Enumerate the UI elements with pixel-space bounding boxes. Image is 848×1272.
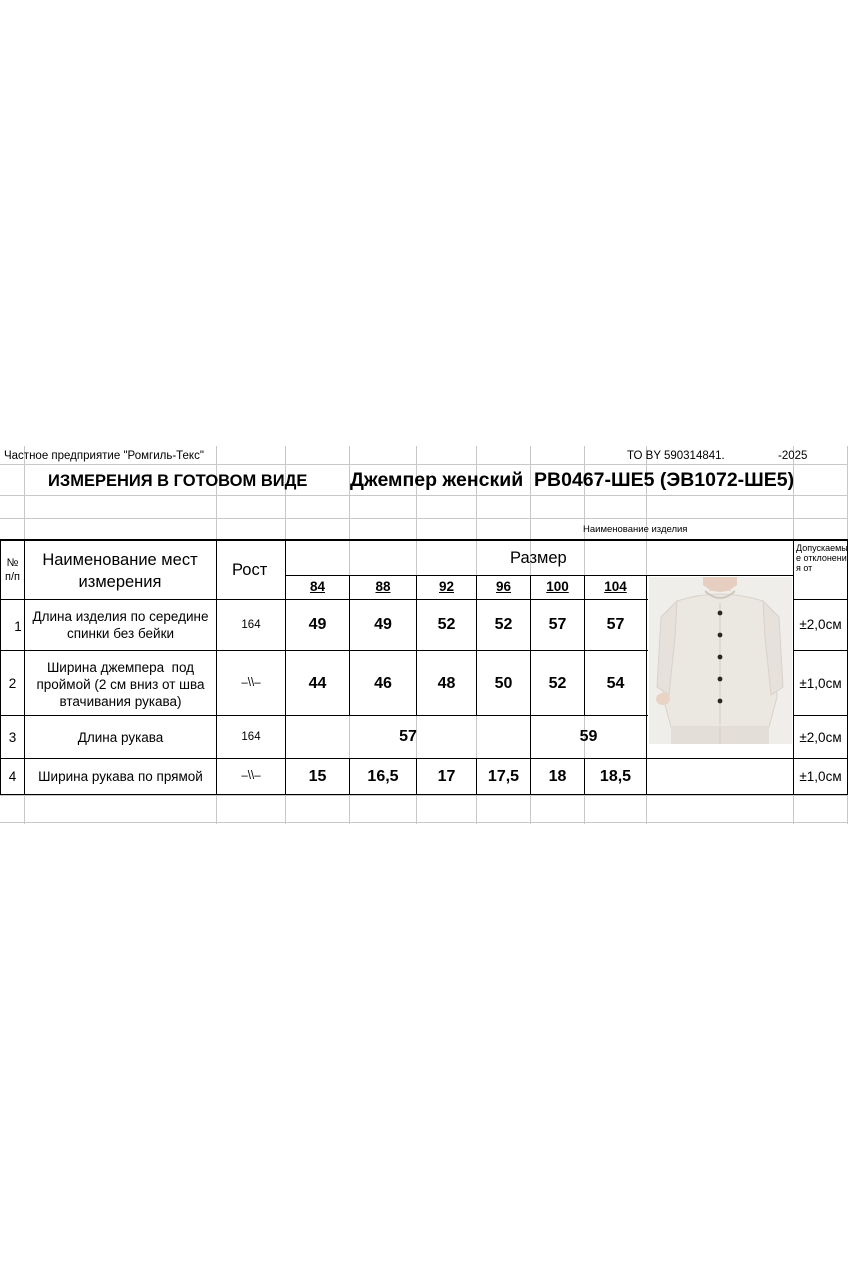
size-header: 84 xyxy=(309,579,326,594)
size-header: 104 xyxy=(604,579,627,594)
measurement-value: 52 xyxy=(494,616,513,633)
column-height-header: Рост xyxy=(232,561,268,579)
product-title: Джемпер женский РВ0467-ШЕ5 (ЭВ1072-ШЕ5) xyxy=(350,469,795,491)
measurement-value: 54 xyxy=(606,675,625,692)
product-photo xyxy=(649,577,792,744)
merged-value-small-sizes: 57 xyxy=(399,728,417,745)
measurement-value: 57 xyxy=(606,616,625,633)
measurement-value: 17 xyxy=(437,768,456,785)
measurement-value: 46 xyxy=(374,675,392,692)
size-header: 92 xyxy=(438,579,455,594)
tolerance-value: ±2,0см xyxy=(799,617,842,632)
product-caption: Наименование изделия xyxy=(583,524,688,535)
measurement-name: Ширина рукава по прямой xyxy=(38,769,203,784)
column-tolerance-header: Допускаемые отклонения от xyxy=(796,543,848,573)
height-value: –\\– xyxy=(241,770,261,782)
row-number: 3 xyxy=(8,730,17,745)
measurement-value: 17,5 xyxy=(487,768,520,785)
tolerance-value: ±2,0см xyxy=(799,730,842,745)
tolerance-value: ±1,0см xyxy=(799,769,842,784)
measurement-value: 18 xyxy=(548,768,567,785)
measurement-value: 52 xyxy=(548,675,567,692)
measurement-value: 44 xyxy=(308,675,327,692)
measurement-name: Длина изделия по середине спинки без бейки xyxy=(32,609,209,641)
column-number-header: № п/п xyxy=(5,557,20,583)
cardigan-illustration xyxy=(649,577,792,744)
size-header: 88 xyxy=(375,579,391,594)
measurement-name: Ширина джемпера под проймой (2 см вниз от шва втачивания рукава) xyxy=(36,660,205,709)
measurement-value: 57 xyxy=(548,616,567,633)
measurement-value: 50 xyxy=(494,675,513,692)
merged-value-large-sizes: 59 xyxy=(579,728,598,745)
height-value: 164 xyxy=(241,619,261,631)
measurement-value: 52 xyxy=(437,616,456,633)
tolerance-value: ±1,0см xyxy=(799,676,842,691)
size-header: 96 xyxy=(495,579,512,594)
row-number: 4 xyxy=(8,769,17,784)
measurement-value: 49 xyxy=(374,616,392,633)
measurement-name: Длина рукава xyxy=(77,730,164,745)
row-number: 2 xyxy=(8,676,17,691)
measurement-value: 16,5 xyxy=(367,768,399,785)
measurement-value: 49 xyxy=(308,616,327,633)
height-value: 164 xyxy=(241,731,261,743)
size-header: 100 xyxy=(546,579,569,594)
column-size-header: Размер xyxy=(510,549,567,567)
standard-code: ТО BY 590314841. xyxy=(627,450,725,462)
measurement-value: 15 xyxy=(308,768,327,785)
row-number: 1 xyxy=(14,619,22,634)
sheet-heading: ИЗМЕРЕНИЯ В ГОТОВОМ ВИДЕ xyxy=(48,472,308,490)
year-label: -2025 xyxy=(778,450,808,462)
measurement-value: 48 xyxy=(437,675,456,692)
column-name-header: Наименование мест измерения xyxy=(42,551,198,591)
measurement-value: 18,5 xyxy=(599,768,632,785)
company-name: Частное предприятие "Ромгиль-Текс" xyxy=(4,450,204,462)
height-value: –\\– xyxy=(241,677,261,689)
